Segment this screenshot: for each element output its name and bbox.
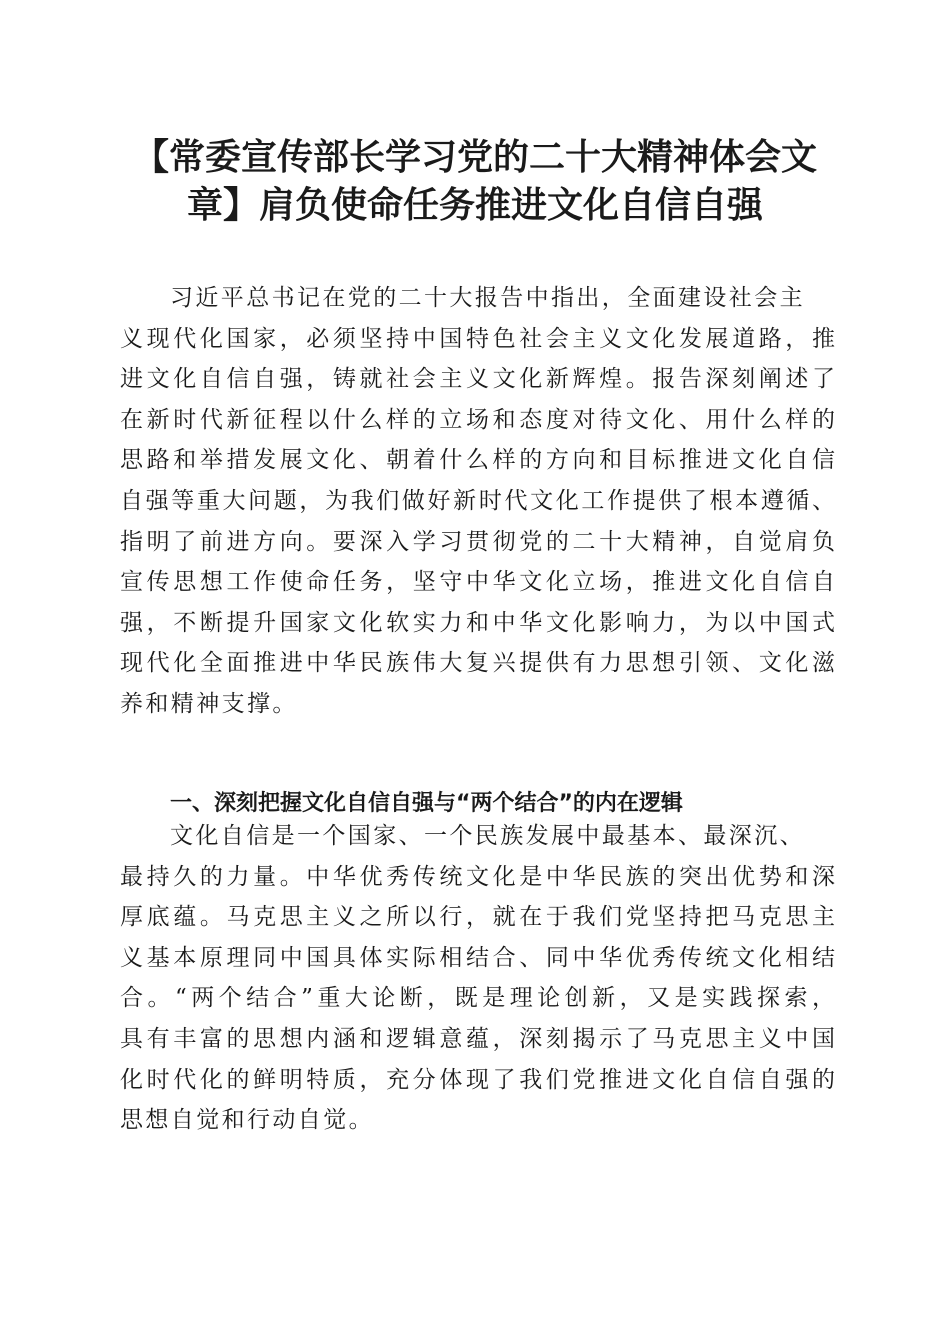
title-line: 【常委宣传部长学习党的二十大精神体会文 [132,136,817,178]
paragraph-line: 现代化全面推进中华民族伟大复兴提供有力思想引领、文化滋 [120,650,835,677]
paragraph-line: 指明了前进方向。要深入学习贯彻党的二十大精神，自觉肩负 [120,528,835,555]
paragraph-line: 自强等重大问题，为我们做好新时代文化工作提供了根本遵循、 [120,487,835,514]
paragraph-line: 义基本原理同中国具体实际相结合、同中华优秀传统文化相结 [120,944,835,971]
document-title [110,133,840,229]
paragraph-line: 习近平总书记在党的二十大报告中指出，全面建设社会主 [170,285,805,311]
paragraph-line: 合。“两个结合”重大论断，既是理论创新，又是实践探索， [120,985,835,1012]
paragraph-line: 化时代化的鲜明特质，充分体现了我们党推进文化自信自强的 [120,1066,835,1093]
section-heading: 一、深刻把握文化自信自强与“两个结合”的内在逻辑 [170,791,683,817]
paragraph-line: 具有丰富的思想内涵和逻辑意蕴，深刻揭示了马克思主义中国 [120,1025,835,1052]
paragraph-line: 强，不断提升国家文化软实力和中华文化影响力，为以中国式 [120,609,835,636]
paragraph-line: 进文化自信自强，铸就社会主义文化新辉煌。报告深刻阐述了 [120,366,835,393]
paragraph-line: 文化自信是一个国家、一个民族发展中最基本、最深沉、 [170,823,805,849]
paragraph-line: 思路和举措发展文化、朝着什么样的方向和目标推进文化自信 [120,447,835,474]
paragraph-line: 宣传思想工作使命任务，坚守中华文化立场，推进文化自信自 [120,569,835,596]
paragraph-line: 养和精神支撑。 [120,690,298,717]
paragraph-line: 在新时代新征程以什么样的立场和态度对待文化、用什么样的 [120,406,835,433]
paragraph-section-one [120,816,835,1141]
paragraph-line: 最持久的力量。中华优秀传统文化是中华民族的突出优势和深 [120,863,835,890]
paragraph-line: 思想自觉和行动自觉。 [120,1107,374,1134]
title-line: 章】肩负使命任务推进文化自信自强 [186,184,763,226]
paragraph-line: 义现代化国家，必须坚持中国特色社会主义文化发展道路，推 [120,325,835,352]
paragraph-intro [120,278,835,725]
paragraph-line: 厚底蕴。马克思主义之所以行，就在于我们党坚持把马克思主 [120,904,835,931]
